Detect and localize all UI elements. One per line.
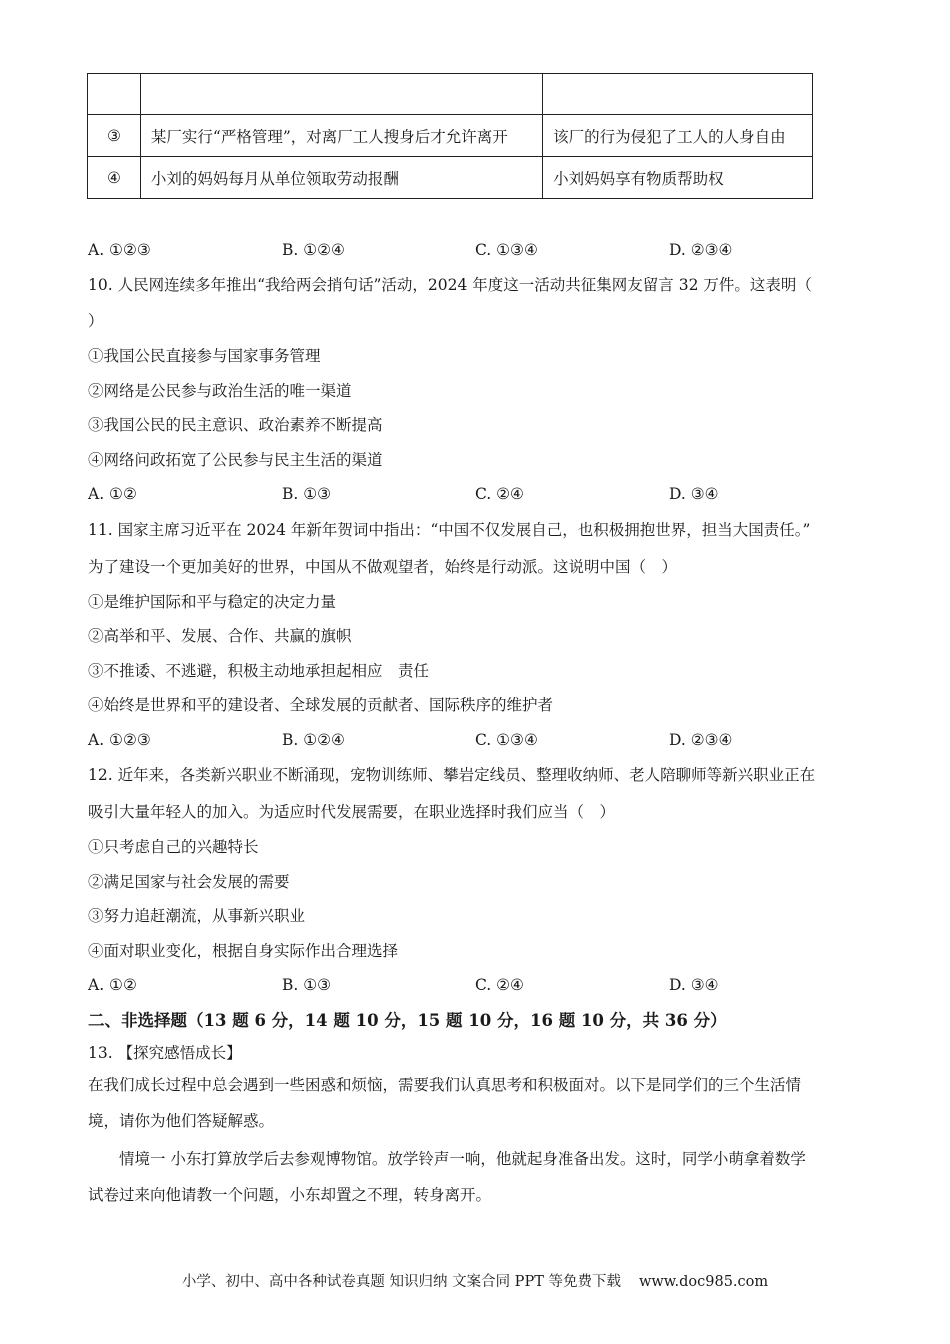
case-cell xyxy=(140,74,542,115)
option-d: D. ③④ xyxy=(669,976,719,994)
page-footer xyxy=(0,1270,950,1291)
q13-intro-line1: 在我们成长过程中总会遇到一些困惑和烦恼，需要我们认真思考和积极面对。以下是同学们的三个生活情 xyxy=(88,1076,802,1094)
option-c: C. ②④ xyxy=(475,976,524,994)
option-c: C. ②④ xyxy=(475,485,524,503)
option-b: B. ①③ xyxy=(282,976,332,994)
q11-item-4: ④始终是世界和平的建设者、全球发展的贡献者、国际秩序的维护者 xyxy=(88,696,554,714)
q11-item-1: ①是维护国际和平与稳定的决定力量 xyxy=(88,593,337,611)
q10-item-1: ①我国公民直接参与国家事务管理 xyxy=(88,347,321,365)
judgment-cell: 小刘妈妈享有物质帮助权 xyxy=(543,157,813,199)
case-cell: 某厂实行“严格管理”，对离厂工人搜身后才允许离开 xyxy=(140,115,542,157)
q10-stem-line2: ） xyxy=(88,312,104,330)
footer-text: 小学、初中、高中各种试卷真题 知识归纳 文案合同 PPT 等免费下载 xyxy=(181,1274,621,1290)
table-row xyxy=(88,115,813,157)
q11-item-3: ③不推诿、不逃避，积极主动地承担起相应 责任 xyxy=(88,662,430,680)
q12-item-3: ③努力追赶潮流，从事新兴职业 xyxy=(88,907,306,925)
q12-item-2: ②满足国家与社会发展的需要 xyxy=(88,873,290,891)
q13-intro-line2: 境，请你为他们答疑解惑。 xyxy=(88,1112,275,1130)
q9-options xyxy=(88,240,868,260)
q12-item-4: ④面对职业变化，根据自身实际作出合理选择 xyxy=(88,942,399,960)
option-b: B. ①②④ xyxy=(282,731,345,749)
case-cell: 小刘的妈妈每月从单位领取劳动报酬 xyxy=(140,157,542,199)
table-row xyxy=(88,74,813,115)
judgment-cell: 该厂的行为侵犯了工人的人身自由 xyxy=(543,115,813,157)
option-d: D. ③④ xyxy=(669,485,719,503)
q12-stem-line1: 12. 近年来，各类新兴职业不断涌现，宠物训练师、攀岩定线员、整理收纳师、老人陪聊师等新兴职业正在 xyxy=(88,766,816,784)
option-a: A. ①② xyxy=(88,976,137,994)
row-number: ③ xyxy=(88,115,141,157)
q11-stem-line1: 11. 国家主席习近平在 2024 年新年贺词中指出：“中国不仅发展自己，也积极拥抱世界，担当大国责任。” xyxy=(88,521,811,539)
option-d: D. ②③④ xyxy=(669,241,733,259)
option-b: B. ①②④ xyxy=(282,241,345,259)
table-row xyxy=(88,157,813,199)
judgment-cell xyxy=(543,74,813,115)
section-2-title: 二、非选择题（13 题 6 分，14 题 10 分，15 题 10 分，16 题 10 分，共 36 分） xyxy=(88,1011,727,1030)
q13-scenario1-line2: 试卷过来向他请教一个问题，小东却置之不理，转身离开。 xyxy=(88,1186,492,1204)
q10-item-2: ②网络是公民参与政治生活的唯一渠道 xyxy=(88,382,352,400)
q13-heading: 13. 【探究感悟成长】 xyxy=(88,1044,242,1062)
q10-item-4: ④网络问政拓宽了公民参与民主生活的渠道 xyxy=(88,451,383,469)
option-d: D. ②③④ xyxy=(669,731,733,749)
q12-stem-line2: 吸引大量年轻人的加入。为适应时代发展需要，在职业选择时我们应当（ ） xyxy=(88,803,616,821)
rights-case-table xyxy=(87,73,813,199)
q10-stem-line1: 10. 人民网连续多年推出“我给两会捎句话”活动，2024 年度这一活动共征集网友留言 32 万件。这表明（ xyxy=(88,276,812,294)
q11-item-2: ②高举和平、发展、合作、共赢的旗帜 xyxy=(88,627,352,645)
q12-options xyxy=(88,975,868,995)
q11-options xyxy=(88,730,868,750)
option-c: C. ①③④ xyxy=(475,731,538,749)
q13-scenario1-line1: 情境一 小东打算放学后去参观博物馆。放学铃声一响，他就起身准备出发。这时，同学小萌拿着数学 xyxy=(88,1150,806,1168)
option-a: A. ①②③ xyxy=(88,241,151,259)
q11-stem-line2: 为了建设一个更加美好的世界，中国从不做观望者，始终是行动派。这说明中国（ ） xyxy=(88,558,678,576)
footer-site-link[interactable]: www.doc985.com xyxy=(638,1274,769,1290)
q10-options xyxy=(88,484,868,504)
option-a: A. ①②③ xyxy=(88,731,151,749)
option-b: B. ①③ xyxy=(282,485,332,503)
option-a: A. ①② xyxy=(88,485,137,503)
option-c: C. ①③④ xyxy=(475,241,538,259)
row-number xyxy=(88,74,141,115)
q10-item-3: ③我国公民的民主意识、政治素养不断提高 xyxy=(88,416,383,434)
row-number: ④ xyxy=(88,157,141,199)
q12-item-1: ①只考虑自己的兴趣特长 xyxy=(88,838,259,856)
